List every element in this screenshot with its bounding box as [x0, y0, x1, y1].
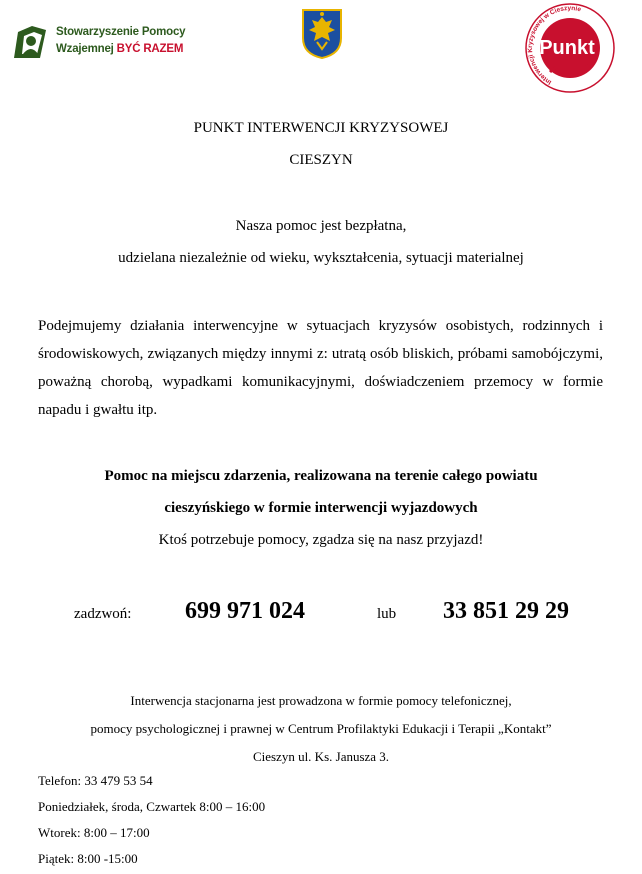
hours-mon-wed-thu: Poniedziałek, środa, Czwartek 8:00 – 16:00 — [38, 799, 266, 814]
page-subtitle-city: CIESZYN — [289, 152, 353, 168]
coat-of-arms-icon — [301, 8, 343, 60]
hours-friday: Piątek: 8:00 -15:00 — [38, 851, 138, 866]
call-label: zadzwoń: — [74, 606, 132, 622]
free-help-line1: Nasza pomoc jest bezpłatna, — [235, 218, 407, 234]
free-help-line2: udzielana niezależnie od wieku, wykształcenia, sytuacji materialnej — [118, 250, 524, 266]
logo-word: Punkt — [539, 37, 595, 59]
or-label: lub — [377, 606, 397, 622]
onsite-help-line3: Ktoś potrzebuje pomocy, zgadza się na nasz przyjazd! — [158, 532, 484, 548]
hours-tuesday: Wtorek: 8:00 – 17:00 — [38, 825, 150, 840]
punkt-logo — [520, 2, 620, 94]
people-silhouette-icon — [10, 22, 50, 60]
phone-number-mobile: 699 971 024 — [185, 598, 305, 624]
phone-number-landline: 33 851 29 29 — [443, 598, 569, 624]
association-name-line2: Wzajemnej BYĆ RAZEM — [56, 43, 184, 55]
association-name — [56, 24, 185, 58]
page-title: PUNKT INTERWENCJI KRYZYSOWEJ — [193, 120, 449, 136]
stationary-address: Cieszyn ul. Ks. Janusza 3. — [252, 749, 390, 764]
association-logo — [10, 20, 186, 60]
association-name-line1: Stowarzyszenie Pomocy — [56, 26, 186, 38]
onsite-help-line1: Pomoc na miejscu zdarzenia, realizowana na terenie całego powiatu — [104, 468, 538, 484]
stationary-line2: pomocy psychologicznej i prawnej w Centrum Profilaktyki Edukacji i Terapii „Kontakt” — [90, 721, 552, 736]
description-paragraph: Podejmujemy działania interwencyjne w sytuacjach kryzysów osobistych, rodzinnych i środowiskowych, związanych między innymi z: utratą osób bliskich, próbami samobójczymi, poważną chorobą, wypadkami komunikacyjnymi, doświadczeniem przemocy w formie napadu i gwałtu itp. — [38, 318, 603, 418]
stationary-line1: Interwencja stacjonarna jest prowadzona w formie pomocy telefonicznej, — [130, 693, 512, 708]
contact-phone: Telefon: 33 479 53 54 — [38, 773, 153, 788]
onsite-help-line2: cieszyńskiego w formie interwencji wyjazdowych — [164, 500, 478, 516]
logo-arc-text: Interwencji Kryzysowej w Cieszynie — [526, 4, 582, 86]
